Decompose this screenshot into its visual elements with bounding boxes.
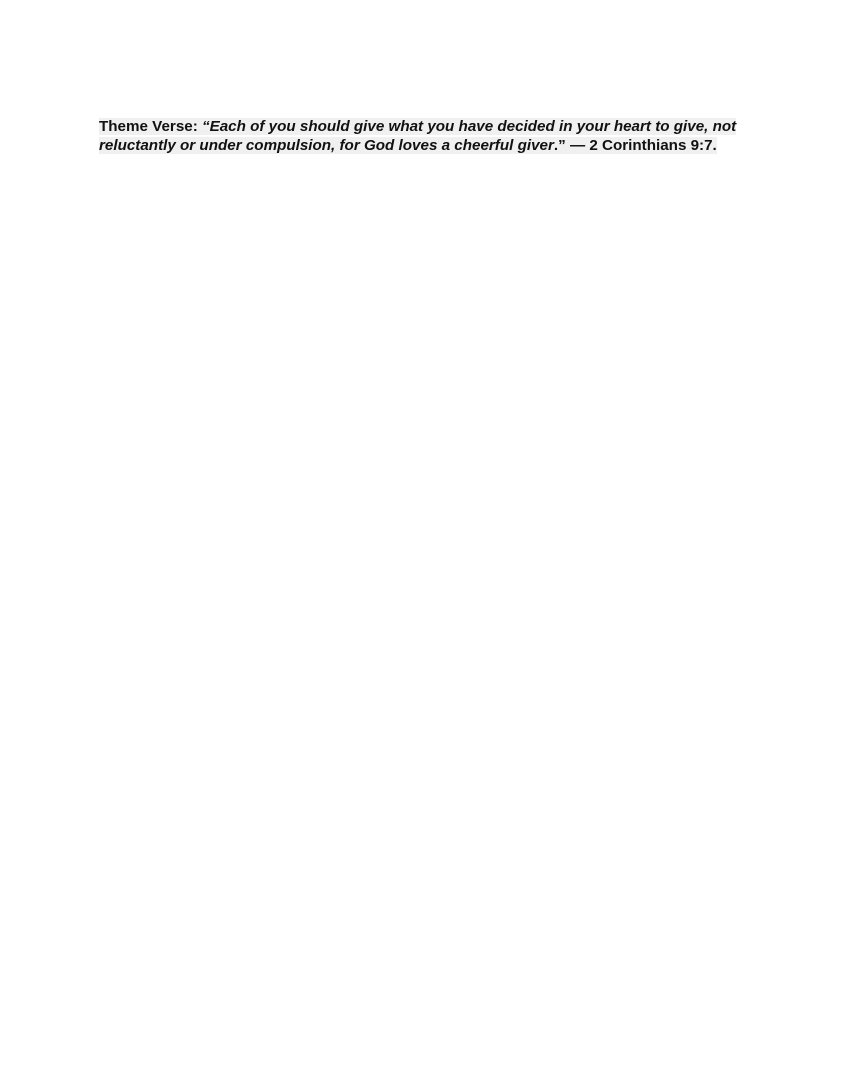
quote-close-mark: .” [553, 136, 566, 154]
quote-open-mark: “ [202, 118, 210, 135]
theme-verse-label: Theme Verse: [99, 118, 198, 135]
verse-reference: — 2 Corinthians 9:7. [565, 136, 717, 154]
theme-verse-paragraph [99, 118, 749, 155]
verse-quote-text: Each of you should give what you have decided in your heart to give, not reluctantly or under compulsion, for God loves a cheerful giver [99, 118, 737, 154]
